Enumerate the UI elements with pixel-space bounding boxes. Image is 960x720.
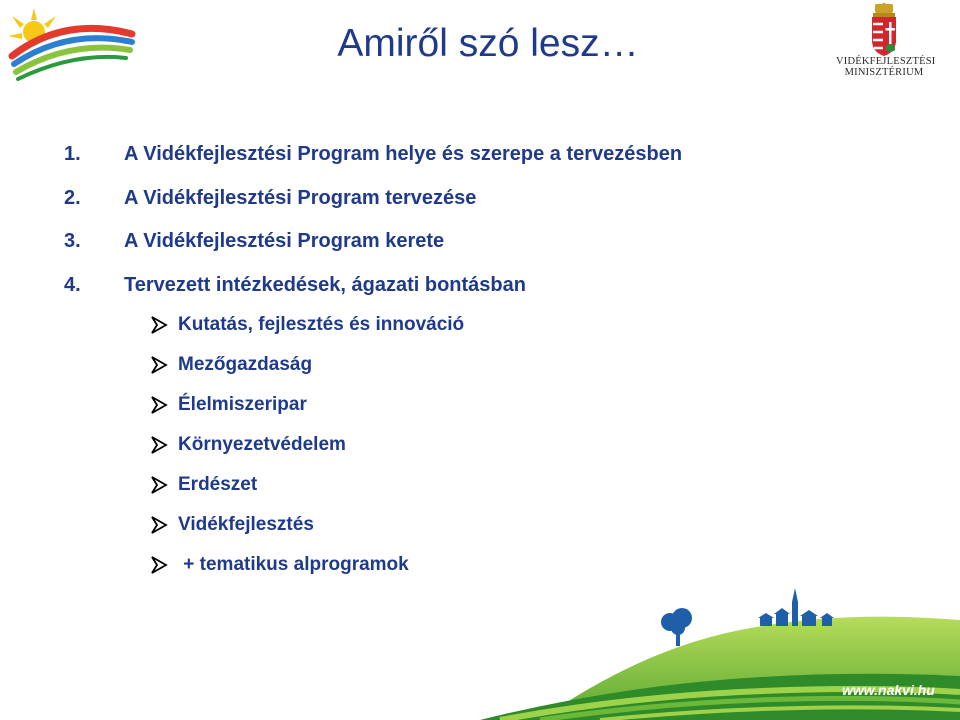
arrowhead-bullet-icon <box>150 355 168 375</box>
sector-item-text: Vidékfejlesztés <box>178 514 314 535</box>
agenda-item-text: A Vidékfejlesztési Program helye és szerepe a tervezésben <box>124 143 683 165</box>
arrowhead-bullet-icon <box>150 475 168 495</box>
sector-item-text: + tematikus alprogramok <box>178 554 409 575</box>
sector-item-text: Erdészet <box>178 474 258 495</box>
agenda-item-text: A Vidékfejlesztési Program kerete <box>124 230 445 252</box>
agenda-item-number: 2. <box>64 186 81 209</box>
agenda-item-number: 1. <box>64 143 81 165</box>
village-icon <box>758 588 834 626</box>
landscape-illustration <box>480 580 960 720</box>
ministry-name-line1: VIDÉKFEJLESZTÉSI <box>836 56 936 67</box>
sector-item-text: Környezetvédelem <box>178 434 346 455</box>
sector-item-text: Kutatás, fejlesztés és innováció <box>178 314 465 335</box>
website-link[interactable]: www.nakvi.hu <box>842 682 935 698</box>
arrowhead-bullet-icon <box>150 515 168 535</box>
arrowhead-bullet-icon <box>150 555 168 575</box>
arrowhead-bullet-icon <box>150 395 168 415</box>
tree-icon <box>661 608 692 646</box>
agenda-item-number: 3. <box>64 230 81 252</box>
arrowhead-bullet-icon <box>150 435 168 455</box>
agenda-item-text: Tervezett intézkedések, ágazati bontásban <box>124 273 526 296</box>
agenda-item-text: A Vidékfejlesztési Program tervezése <box>124 186 477 209</box>
sector-item-text: Élelmiszeripar <box>178 394 307 415</box>
ministry-name-line2: MINISZTÉRIUM <box>844 67 924 78</box>
arrowhead-bullet-icon <box>150 315 168 335</box>
page-title: Amiről szó lesz… <box>337 22 639 65</box>
agenda-item-number: 4. <box>64 273 81 296</box>
sector-item-text: Mezőgazdaság <box>178 354 313 375</box>
